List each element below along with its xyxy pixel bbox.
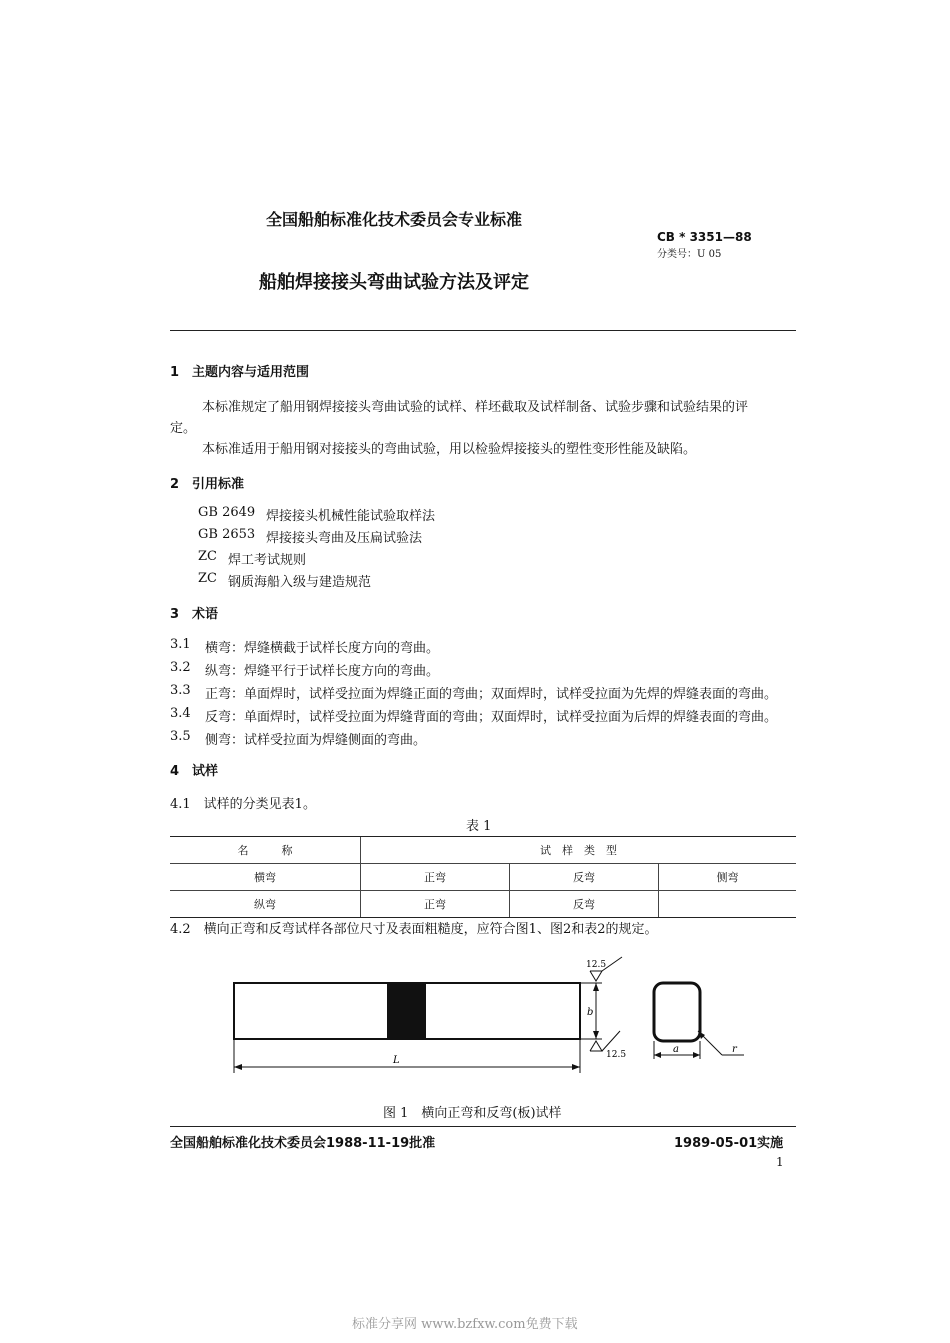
ref-code: GB 2649	[198, 505, 256, 520]
clause-4-2: 4.2 横向正弯和反弯试样各部位尺寸及表面粗糙度，应符合图1、图2和表2的规定。	[170, 922, 658, 937]
figure-caption: 图 1 横向正弯和反弯(板)试样	[383, 1106, 562, 1121]
section-4-heading: 4 试样	[170, 764, 219, 779]
weld-zone	[387, 983, 426, 1039]
term-number: 3.4	[170, 706, 191, 721]
section-3-heading: 3 术语	[170, 607, 219, 622]
term-text: 横弯：焊缝横截于试样长度方向的弯曲。	[205, 641, 440, 656]
ref-code: ZC	[198, 571, 217, 586]
roughness-symbol-top	[590, 971, 602, 981]
section-1-para-1-line-2: 定。	[170, 421, 197, 436]
table-row	[170, 864, 796, 891]
section-1-heading: 1 主题内容与适用范围	[170, 365, 310, 380]
thickness-label: b	[587, 1007, 594, 1018]
term-number: 3.5	[170, 729, 191, 744]
table-cell	[659, 891, 797, 918]
ref-title: 焊接接头弯曲及压扁试验法	[266, 531, 423, 546]
table-cell: 正弯	[361, 864, 510, 891]
roughness-label-top: 12.5	[586, 960, 607, 970]
table-cell: 横弯	[170, 864, 361, 891]
clause-4-1: 4.1 试样的分类见表1。	[170, 797, 316, 812]
table-header-type: 试 样 类 型	[361, 837, 797, 864]
standard-code: CB * 3351—88	[657, 230, 752, 244]
ref-title: 焊工考试规则	[228, 553, 307, 568]
section-1-para-1-line-1: 本标准规定了船用钢焊接接头弯曲试验的试样、样坯截取及试样制备、试验步骤和试验结果的评	[202, 400, 749, 415]
org-title: 全国船舶标准化技术委员会专业标准	[266, 210, 523, 229]
table-cell: 反弯	[510, 891, 659, 918]
radius-label: r	[732, 1044, 737, 1055]
term-text: 正弯：单面焊时，试样受拉面为焊缝正面的弯曲；双面焊时，试样受拉面为先焊的焊缝表面的弯曲。	[205, 687, 778, 702]
term-number: 3.3	[170, 683, 191, 698]
table-cell: 反弯	[510, 864, 659, 891]
cross-section	[654, 983, 700, 1041]
class-code: 分类号：U 05	[657, 249, 722, 260]
roughness-label-bottom: 12.5	[606, 1050, 627, 1060]
term-text: 侧弯：试样受拉面为焊缝侧面的弯曲。	[205, 733, 427, 748]
roughness-symbol-bottom	[590, 1041, 602, 1051]
term-number: 3.2	[170, 660, 191, 675]
ref-title: 焊接接头机械性能试验取样法	[266, 509, 436, 524]
table-caption: 表 1	[466, 819, 492, 834]
figure-1-drawing	[220, 955, 760, 1085]
ref-code: GB 2653	[198, 527, 256, 542]
term-text: 反弯：单面焊时，试样受拉面为焊缝背面的弯曲；双面焊时，试样受拉面为后焊的焊缝表面的弯曲。	[205, 710, 778, 725]
effective-date: 1989-05-01实施	[674, 1136, 784, 1151]
section-2-heading: 2 引用标准	[170, 477, 245, 492]
ref-code: ZC	[198, 549, 217, 564]
table-row	[170, 891, 796, 918]
doc-title: 船舶焊接接头弯曲试验方法及评定	[259, 272, 529, 293]
table-cell: 侧弯	[659, 864, 797, 891]
ref-title: 钢质海船入级与建造规范	[228, 575, 372, 590]
footer-divider	[170, 1126, 796, 1127]
table-header-name: 名 称	[170, 837, 361, 864]
watermark: 标准分享网 www.bzfxw.com免费下载	[352, 1317, 578, 1332]
header-divider	[170, 330, 796, 331]
table-cell: 纵弯	[170, 891, 361, 918]
approval-line: 全国船舶标准化技术委员会1988-11-19批准	[170, 1136, 436, 1151]
term-number: 3.1	[170, 637, 191, 652]
term-text: 纵弯：焊缝平行于试样长度方向的弯曲。	[205, 664, 440, 679]
table-header-row	[170, 837, 796, 864]
specimen-type-table	[170, 836, 796, 918]
table-cell: 正弯	[361, 891, 510, 918]
section-1-para-2: 本标准适用于船用钢对接接头的弯曲试验，用以检验焊接接头的塑性变形性能及缺陷。	[202, 442, 697, 457]
length-label: L	[393, 1055, 400, 1066]
width-label: a	[673, 1044, 679, 1055]
page-number: 1	[776, 1155, 784, 1169]
